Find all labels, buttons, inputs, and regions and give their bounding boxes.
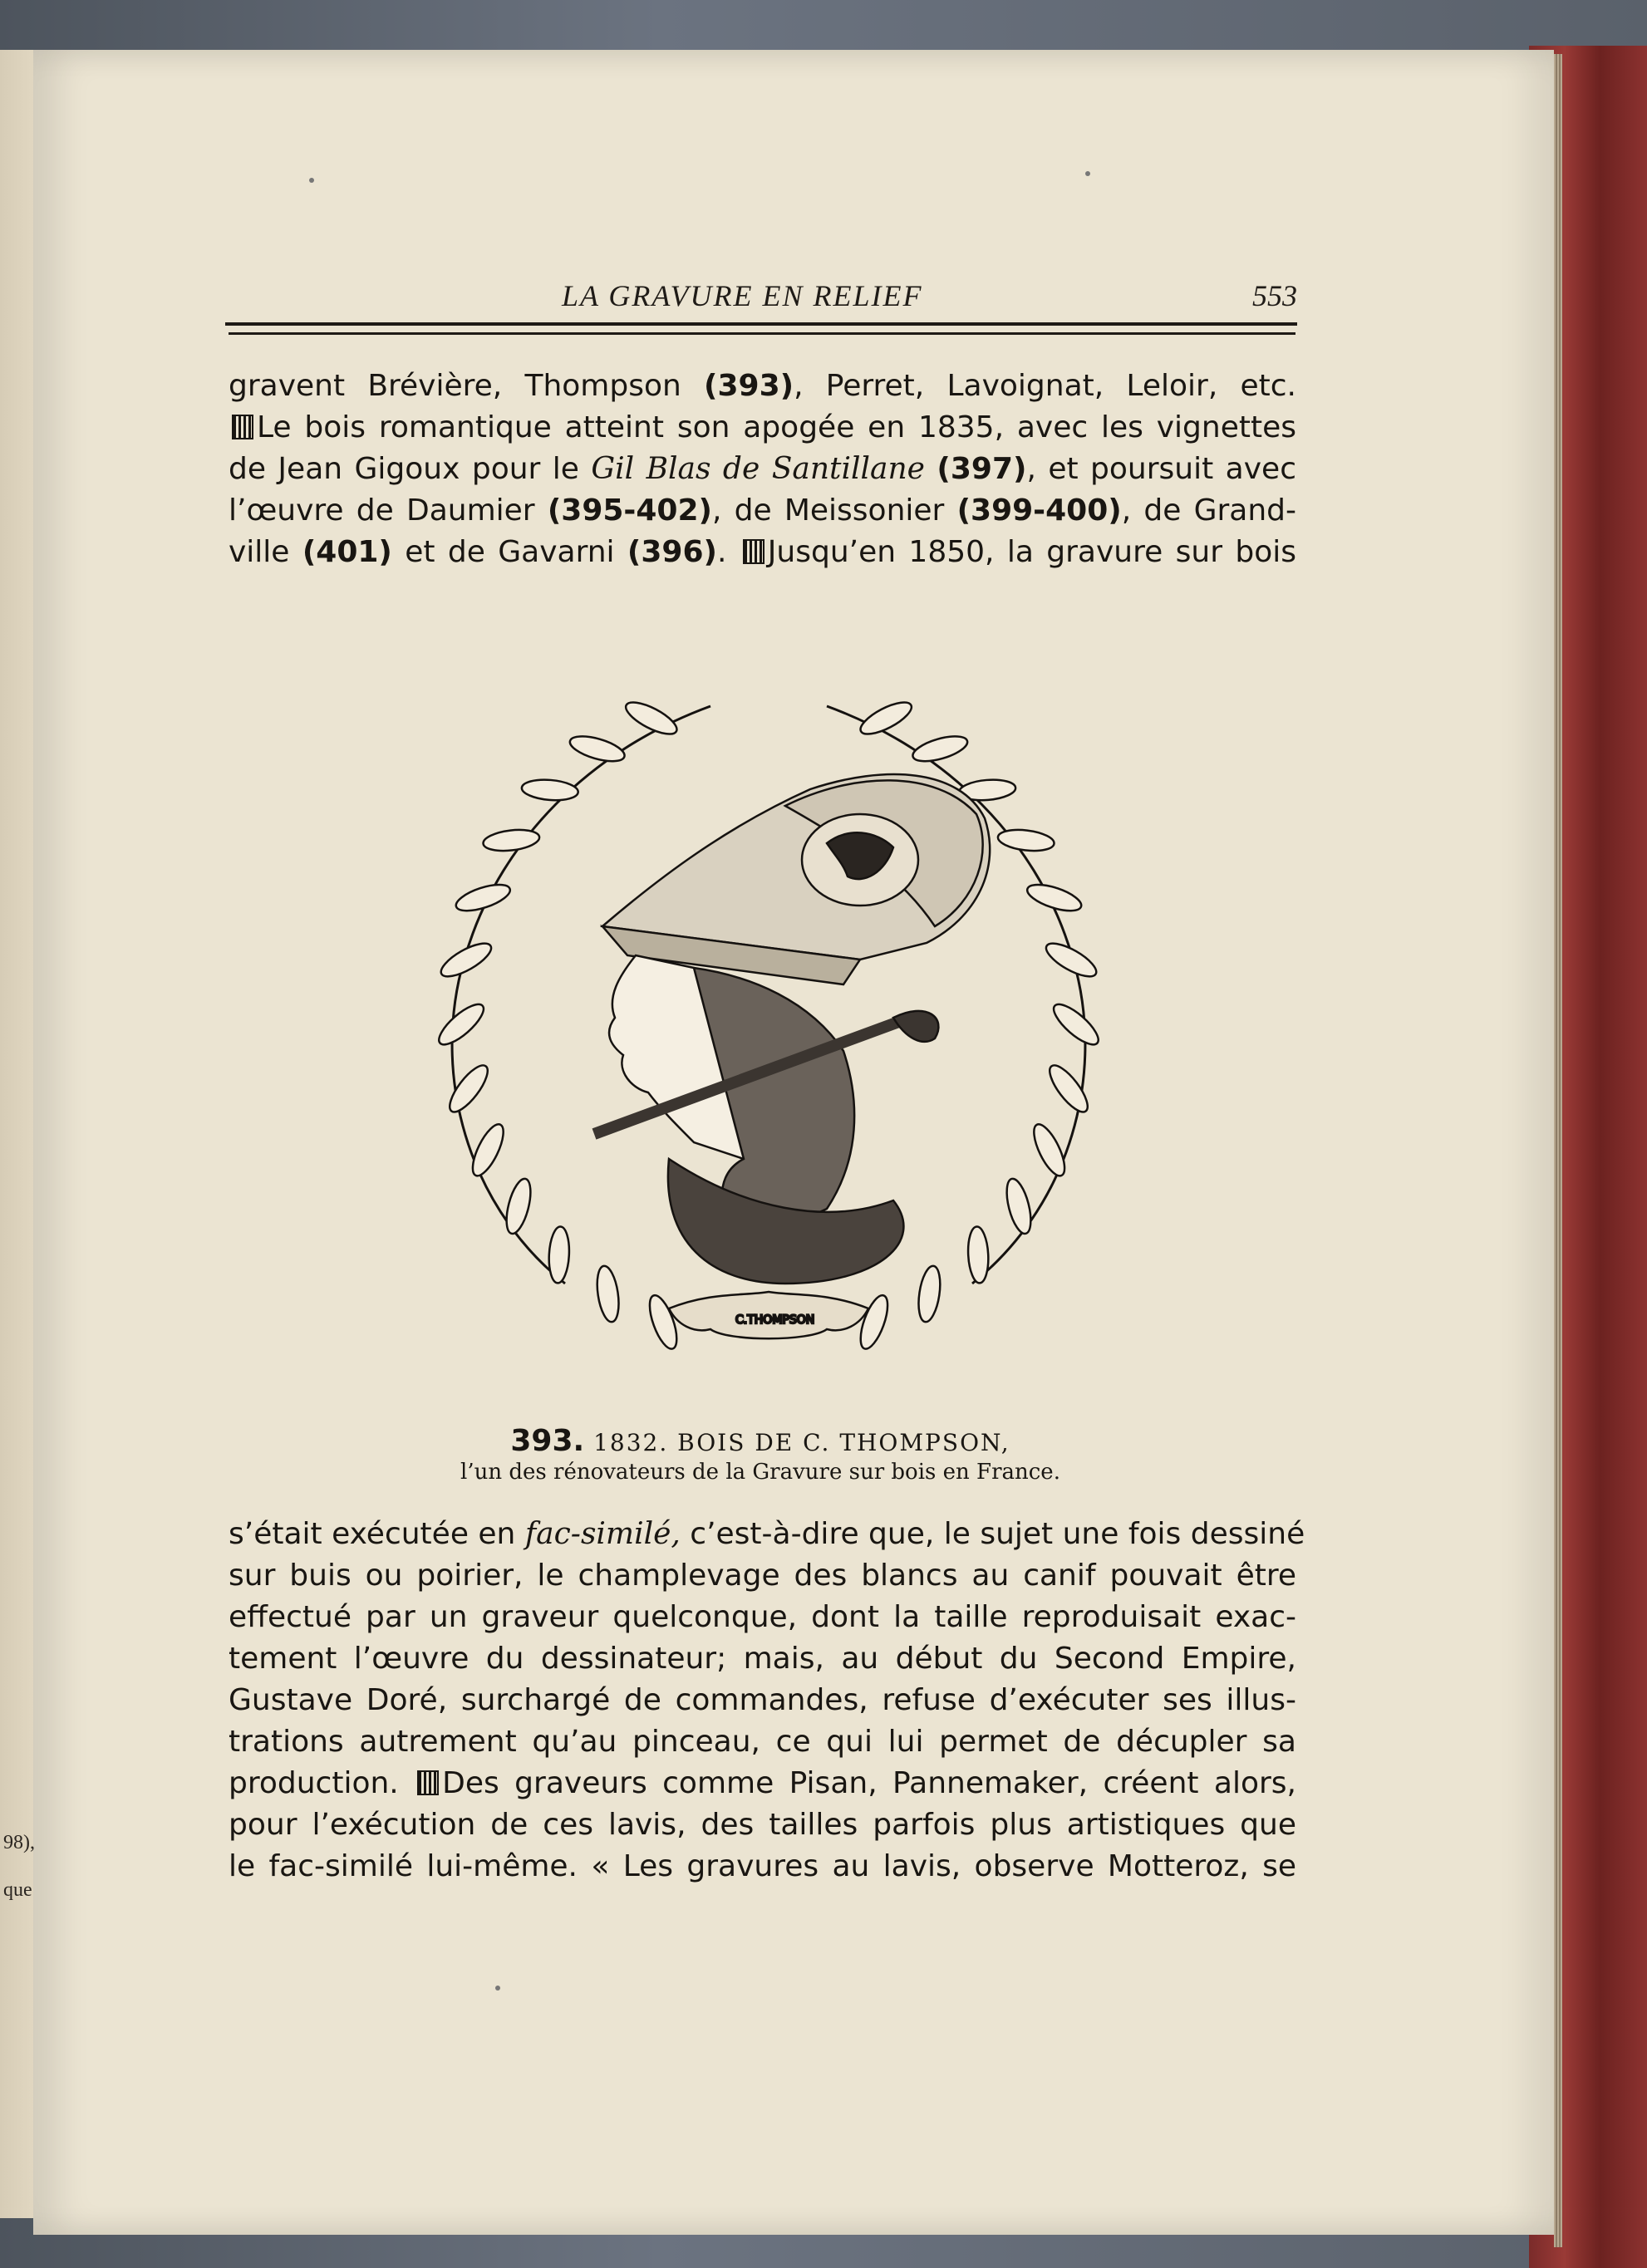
page-number: 553: [1252, 279, 1297, 312]
text-line: [229, 490, 1296, 532]
figure-caption: [224, 1424, 1296, 1485]
figure-reference: (397): [937, 452, 1027, 486]
text-run: , de Grand-: [1121, 493, 1296, 528]
text-line: [229, 1597, 1296, 1638]
laurel-leaf: [482, 827, 540, 854]
text-run: l’œuvre de Daumier: [229, 493, 548, 528]
running-title: LA GRAVURE EN RELIEF: [562, 279, 923, 312]
laurel-leaf: [434, 999, 489, 1051]
figure-wood-engraving: [395, 627, 1143, 1408]
engraver-signature: C.THOMPSON: [735, 1313, 815, 1327]
header-rule-bottom: [229, 332, 1295, 335]
laurel-leaf: [502, 1176, 535, 1236]
text-line: [229, 366, 1296, 407]
helmeted-head: [594, 774, 990, 1284]
laurel-leaf: [568, 731, 627, 766]
text-run: tement l’œuvre du dessinateur; mais, au début du Second Empire,: [229, 1642, 1296, 1676]
paragraph-bottom: [229, 1514, 1305, 1888]
laurel-leaf: [548, 1226, 571, 1284]
caption-line-1: [224, 1424, 1296, 1458]
laurel-leaf: [1028, 1120, 1070, 1180]
laurel-leaf: [916, 1264, 944, 1323]
text-run: Gustave Doré, surchargé de commandes, refuse d’exécuter ses illus-: [229, 1683, 1296, 1717]
header-rule-top: [225, 322, 1297, 326]
figure-reference: (395-402): [547, 493, 712, 528]
text-run: .: [716, 535, 740, 569]
laurel-leaf: [521, 778, 579, 802]
figure-reference: (399-400): [956, 493, 1122, 528]
text-run: trations autrement qu’au pinceau, ce qui lui permet de décupler sa: [229, 1725, 1296, 1759]
text-run: sur buis ou poirier, le champlevage des blancs au canif pouvait être: [229, 1559, 1296, 1593]
laurel-leaf: [910, 731, 970, 766]
text-line: [229, 449, 1296, 490]
text-run: s’était exécutée en: [229, 1517, 525, 1551]
text-run: effectué par un graveur quelconque, dont la taille reproduisait exac-: [229, 1600, 1296, 1634]
text-line: [229, 1555, 1296, 1597]
paper-speck: [1085, 171, 1090, 176]
paragraph-mark-icon: [417, 1770, 439, 1795]
laurel-leaf: [444, 1060, 494, 1117]
text-run: Des graveurs comme Pisan, Pannemaker, créent alors,: [442, 1766, 1296, 1800]
text-line: [229, 1804, 1296, 1846]
text-run: , et poursuit avec: [1026, 452, 1296, 486]
text-line: [229, 407, 1296, 449]
laurel-leaf: [855, 1292, 893, 1352]
text-line: [229, 1721, 1296, 1763]
text-run: , de Meissonier: [711, 493, 957, 528]
text-run: , Perret, Lavoignat, Leloir, etc.: [794, 369, 1296, 403]
caption-date-author: 1832. BOIS DE C. THOMPSON,: [584, 1429, 1010, 1456]
laurel-leaf: [997, 827, 1055, 854]
caption-line-2: l’un des rénovateurs de la Gravure sur bois en France.: [460, 1460, 1060, 1485]
figure-reference: (393): [704, 369, 794, 403]
figure-number: 393.: [510, 1424, 585, 1458]
ribbon-knot: [669, 1292, 868, 1338]
running-header: [225, 278, 1297, 320]
text-run: et de Gavarni: [391, 535, 627, 569]
laurel-leaf: [966, 1226, 990, 1284]
text-line: [229, 1846, 1296, 1888]
text-line: [229, 532, 1296, 573]
text-run: production.: [229, 1766, 415, 1800]
text-run: gravent Brévière, Thompson: [229, 369, 705, 403]
italic-text: Gil Blas de Santillane: [591, 452, 925, 486]
text-run: Le bois romantique atteint son apogée en 1835, avec les vignettes: [257, 410, 1296, 444]
italic-text: fac-similé,: [524, 1517, 681, 1551]
text-run: le fac-similé lui-même. « Les gravures au lavis, observe Motteroz, se: [229, 1849, 1296, 1883]
text-run: [925, 452, 937, 486]
text-run: de Jean Gigoux pour le: [229, 452, 592, 486]
laurel-leaf: [1044, 1060, 1094, 1117]
paragraph-mark-icon: [232, 415, 253, 439]
text-run: pour l’exécution de ces lavis, des tailles parfois plus artistiques que: [229, 1808, 1296, 1842]
paper-speck: [495, 1986, 500, 1991]
text-line: [229, 1514, 1305, 1555]
text-line: [229, 1763, 1296, 1804]
figure-reference: (396): [627, 535, 717, 569]
laurel-leaf: [1042, 937, 1101, 983]
laurel-leaf: [594, 1264, 622, 1323]
laurel-leaf: [1048, 999, 1104, 1051]
left-margin-fragment-2: que: [3, 1879, 32, 1901]
text-line: [229, 1638, 1296, 1680]
text-line: [229, 1680, 1296, 1721]
text-run: c’est-à-dire que, le sujet une fois dessiné: [680, 1517, 1305, 1551]
laurel-leaf: [436, 937, 495, 983]
figure-reference: (401): [302, 535, 392, 569]
laurel-leaf: [1002, 1176, 1035, 1236]
paper-speck: [309, 178, 314, 183]
paragraph-top: [229, 366, 1296, 573]
text-run: ville: [229, 535, 302, 569]
text-run: Jusqu’en 1850, la gravure sur bois: [767, 535, 1296, 569]
laurel-leaf: [467, 1120, 509, 1180]
paragraph-mark-icon: [743, 539, 765, 564]
laurel-leaf: [644, 1292, 682, 1352]
left-margin-fragment-1: 98),: [3, 1832, 35, 1853]
